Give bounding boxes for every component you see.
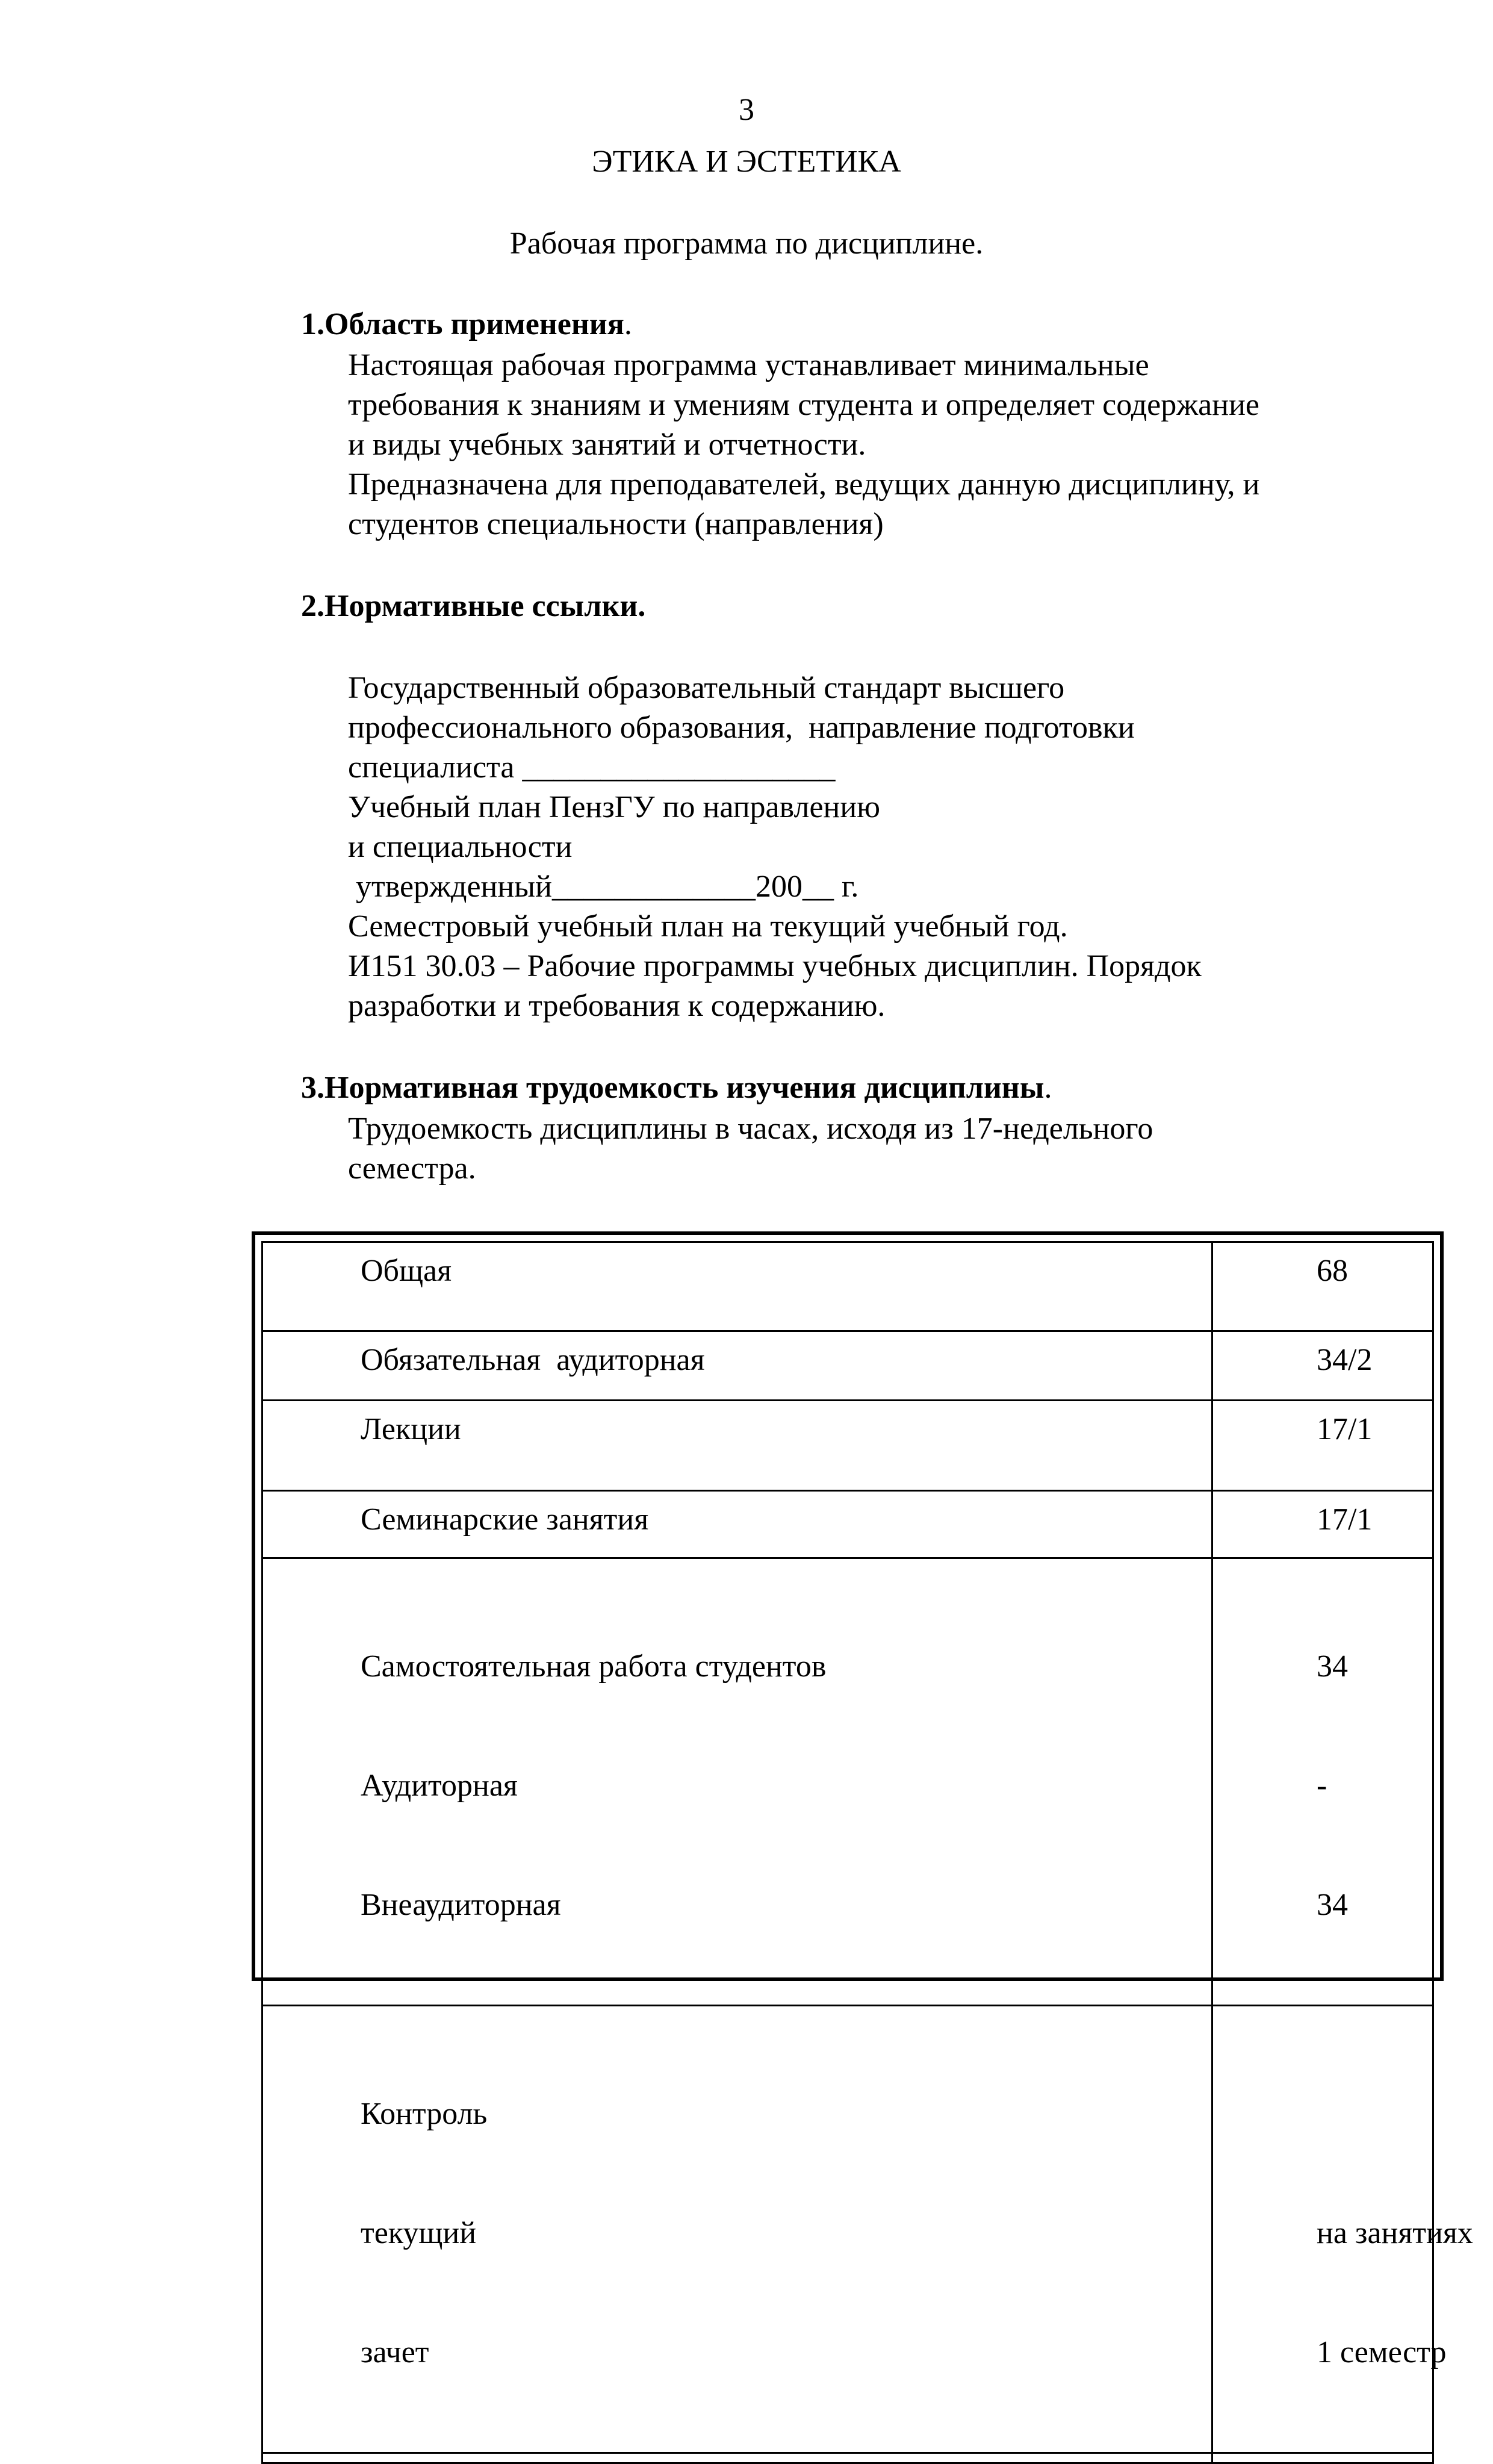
cell-text: Общая xyxy=(361,1254,452,1288)
table-cell-value xyxy=(1212,2453,1433,2463)
cell-text: 34 xyxy=(1317,1649,1348,1684)
section-3-heading xyxy=(301,1068,1052,1108)
section-3-heading-tail: . xyxy=(1044,1071,1052,1105)
section-2-line: Семестровый учебный план на текущий учебный год. xyxy=(348,909,1068,944)
section-1-heading-tail: . xyxy=(624,307,632,341)
table-cell-value xyxy=(1212,2006,1473,2453)
section-1-line: студентов специальности (направления) xyxy=(348,507,884,541)
section-2-line: профессионального образования, направление подготовки xyxy=(348,711,1135,745)
table-cell-value xyxy=(1212,1242,1433,1331)
table-cell-value xyxy=(1212,1558,1433,2006)
section-1-line: Предназначена для преподавателей, ведущих данную дисциплину, и xyxy=(348,467,1260,502)
section-2-line: Государственный образовательный стандарт высшего xyxy=(348,671,1065,705)
section-1-line: требования к знаниям и умениям студента и определяет содержание xyxy=(348,388,1259,422)
section-2-line: Учебный план ПензГУ по направлению xyxy=(348,790,881,824)
section-2-line: И151 30.03 – Рабочие программы учебных дисциплин. Порядок xyxy=(348,949,1202,983)
table-row xyxy=(262,1401,1433,1491)
section-1-line: и виды учебных занятий и отчетности. xyxy=(348,428,866,462)
document-title: ЭТИКА И ЭСТЕТИКА xyxy=(592,145,901,179)
table-cell-value xyxy=(1212,1491,1433,1558)
cell-text: Аудиторная xyxy=(361,1769,518,1803)
cell-text: Внеаудиторная xyxy=(361,1888,561,1922)
section-1-heading xyxy=(301,305,632,344)
section-3-line: Трудоемкость дисциплины в часах, исходя из 17-недельного xyxy=(348,1112,1153,1146)
section-2-line: разработки и требования к содержанию. xyxy=(348,989,886,1023)
table-cell-label xyxy=(262,1558,1212,2006)
cell-text: Лекции xyxy=(361,1412,461,1446)
page-number: 3 xyxy=(739,93,754,127)
table-cell-value xyxy=(1212,1331,1433,1401)
table-cell-label xyxy=(262,1242,1212,1331)
table-row xyxy=(262,1491,1433,1558)
table-cell-label xyxy=(262,1491,1212,1558)
table-cell-value xyxy=(1212,1401,1433,1491)
section-3-heading-text: 3.Нормативная трудоемкость изучения дисциплины xyxy=(301,1071,1044,1105)
table-row xyxy=(262,2006,1433,2453)
table-row xyxy=(262,2453,1433,2463)
cell-text: 17/1 xyxy=(1317,1502,1373,1537)
section-2-line: специалиста ____________________ xyxy=(348,750,836,785)
section-2-heading: 2.Нормативные ссылки. xyxy=(301,589,646,623)
cell-text: Контроль xyxy=(361,2097,488,2131)
section-2-line: и специальности xyxy=(348,830,573,864)
cell-text: Семинарские занятия xyxy=(361,1502,649,1537)
table-cell-label xyxy=(262,2006,1212,2453)
cell-text: Самостоятельная работа студентов xyxy=(361,1649,827,1684)
cell-text: 1 семестр xyxy=(1317,2335,1447,2369)
section-1-heading-text: 1.Область применения xyxy=(301,307,624,341)
cell-text: Обязательная аудиторная xyxy=(361,1343,705,1377)
cell-text xyxy=(1317,2094,1432,2134)
cell-text: текущий xyxy=(361,2216,477,2250)
cell-text: на занятиях xyxy=(1317,2216,1473,2250)
table-cell-label xyxy=(262,1331,1212,1401)
cell-text: зачет xyxy=(361,2335,429,2369)
cell-text: 34/2 xyxy=(1317,1343,1373,1377)
section-3-line: семестра. xyxy=(348,1151,476,1186)
table-row xyxy=(262,1558,1433,2006)
cell-text: 17/1 xyxy=(1317,1412,1373,1446)
workload-table xyxy=(261,1241,1473,2464)
table-cell-label xyxy=(262,2453,1212,2463)
section-2-line: утвержденный_____________200__ г. xyxy=(348,870,859,904)
table-row xyxy=(262,1242,1433,1331)
workload-table-frame xyxy=(252,1231,1473,2369)
cell-text: 34 xyxy=(1317,1888,1348,1922)
table-row xyxy=(262,1331,1433,1401)
section-1-line: Настоящая рабочая программа устанавливает минимальные xyxy=(348,348,1149,382)
table-cell-label xyxy=(262,1401,1212,1491)
cell-text: - xyxy=(1317,1769,1327,1803)
document-subtitle: Рабочая программа по дисциплине. xyxy=(509,226,984,261)
cell-text: 68 xyxy=(1317,1254,1348,1288)
